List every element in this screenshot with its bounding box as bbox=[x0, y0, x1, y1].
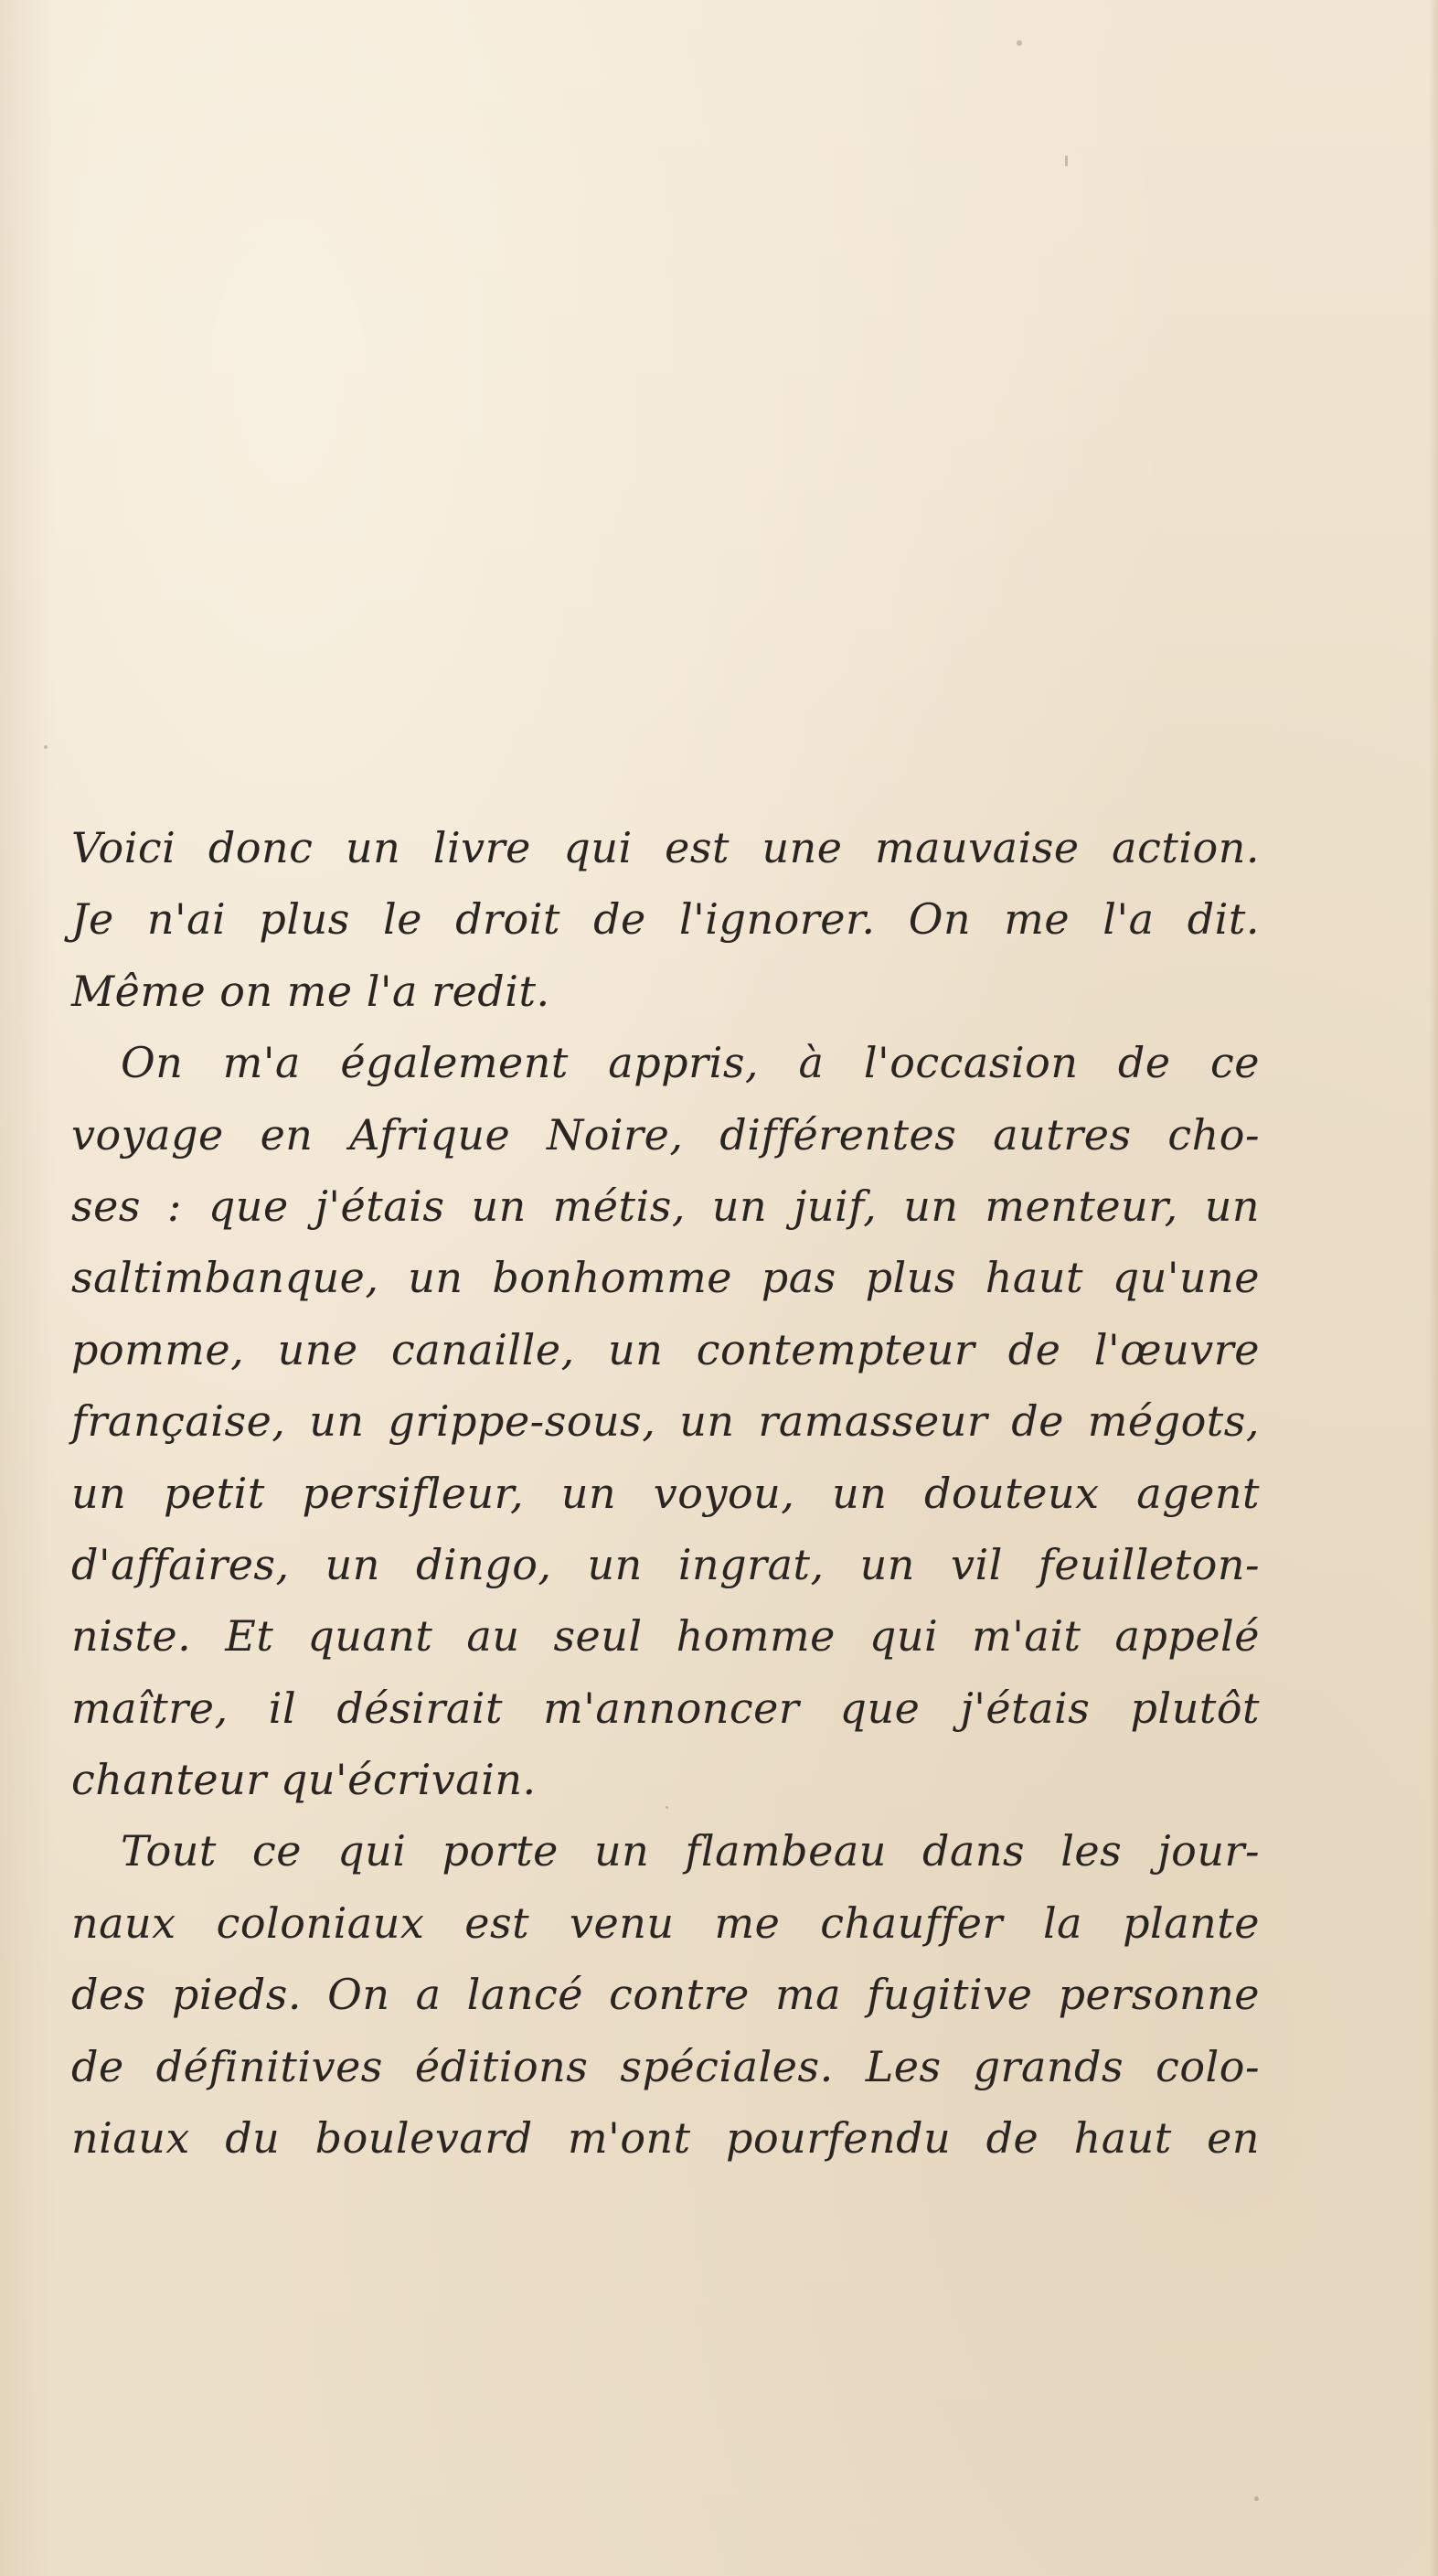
text-line: des pieds. On a lancé contre ma fugitive personne bbox=[71, 1970, 1260, 2020]
text-line: ses : que j'étais un métis, un juif, un menteur, un bbox=[71, 1181, 1260, 1231]
paper-speck bbox=[1065, 155, 1068, 166]
text-line: Voici donc un livre qui est une mauvaise action. bbox=[71, 823, 1260, 872]
text-line: un petit persifleur, un voyou, un douteux agent bbox=[71, 1468, 1260, 1518]
text-line: On m'a également appris, à l'occasion de ce bbox=[121, 1038, 1260, 1088]
text-line: niste. Et quant au seul homme qui m'ait appelé bbox=[71, 1611, 1260, 1662]
text-line: de définitives éditions spéciales. Les grands colo- bbox=[71, 2041, 1260, 2091]
text-line: maître, il désirait m'annoncer que j'étais plutôt bbox=[71, 1683, 1260, 1733]
text-line: Tout ce qui porte un flambeau dans les jour- bbox=[121, 1826, 1260, 1876]
text-line: naux coloniaux est venu me chauffer la plante bbox=[71, 1897, 1260, 1948]
text-line: d'affaires, un dingo, un ingrat, un vil feuilleton- bbox=[71, 1539, 1260, 1589]
body-text bbox=[71, 812, 1260, 2174]
paper-speck bbox=[44, 745, 48, 749]
text-line: voyage en Afrique Noire, différentes autres cho- bbox=[71, 1109, 1260, 1160]
text-line: chanteur qu'écrivain. bbox=[71, 1755, 537, 1805]
text-line: pomme, une canaille, un contempteur de l'œuvre bbox=[71, 1324, 1260, 1374]
text-line: Je n'ai plus le droit de l'ignorer. On me l'a dit. bbox=[71, 894, 1260, 945]
text-line: française, un grippe-sous, un ramasseur de mégots, bbox=[71, 1396, 1260, 1447]
paper-speck bbox=[1017, 40, 1022, 46]
text-line: niaux du boulevard m'ont pourfendu de haut en bbox=[71, 2113, 1260, 2164]
text-line: saltimbanque, un bonhomme pas plus haut qu'une bbox=[71, 1253, 1260, 1303]
paper-speck bbox=[1254, 2496, 1259, 2501]
text-line: Même on me l'a redit. bbox=[71, 966, 550, 1016]
